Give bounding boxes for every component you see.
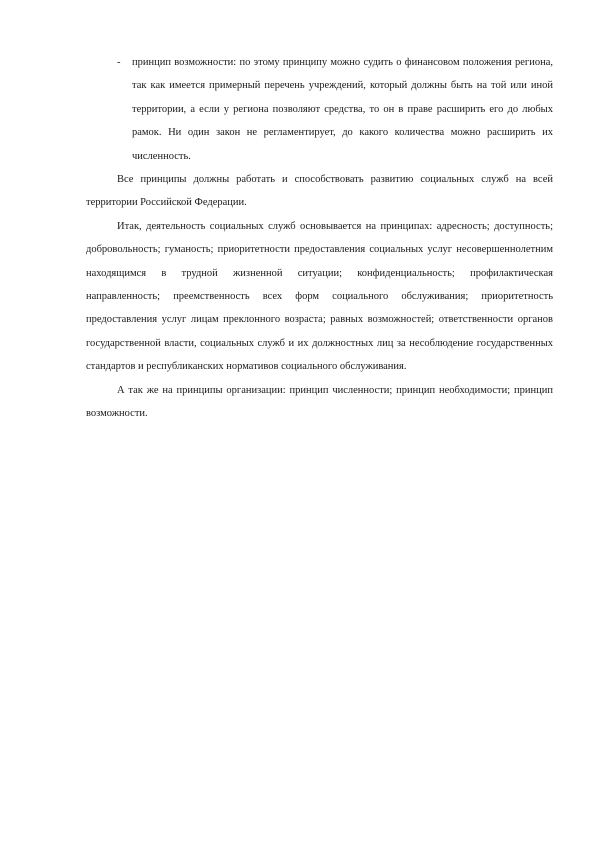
document-body: [86, 51, 553, 426]
paragraph-organization-principles: А так же на принципы организации: принцип численности; принцип необходимости; принцип возможности.: [86, 384, 553, 420]
bullet-item-possibility-principle: [86, 51, 553, 168]
bullet-text: принцип возможности: по этому принципу можно судить о финансовом положения региона, так как имеется примерный перечень учреждений, который должны быть на той или иной территории, а если у региона позволяют средства, то он в праве расширить его до любых рамок. Ни один закон не регламентирует, до какого количества можно расширить их численность.: [132, 57, 553, 162]
paragraph-principles-list: Итак, деятельность социальных служб основывается на принципах: адресность; доступность; добровольность; гуманость; приоритетности предоставления социальных услуг несовершеннолетним находящимся в трудной жизненной ситуации; конфиденциальность; профилактическая направленность; преемственность всех форм социального обслуживания; приоритетность предоставления услуг лицам преклонного возраста; равных возможностей; ответственности органов государственной власти, социальных служб и их должностных лиц за несоблюдение государственных стандартов и республиканских нормативов социального обслуживания.: [86, 220, 553, 373]
bullet-marker: -: [117, 57, 121, 68]
paragraph-principles-work: Все принципы должны работать и способствовать развитию социальных служб на всей территории Российской Федерации.: [86, 174, 553, 209]
